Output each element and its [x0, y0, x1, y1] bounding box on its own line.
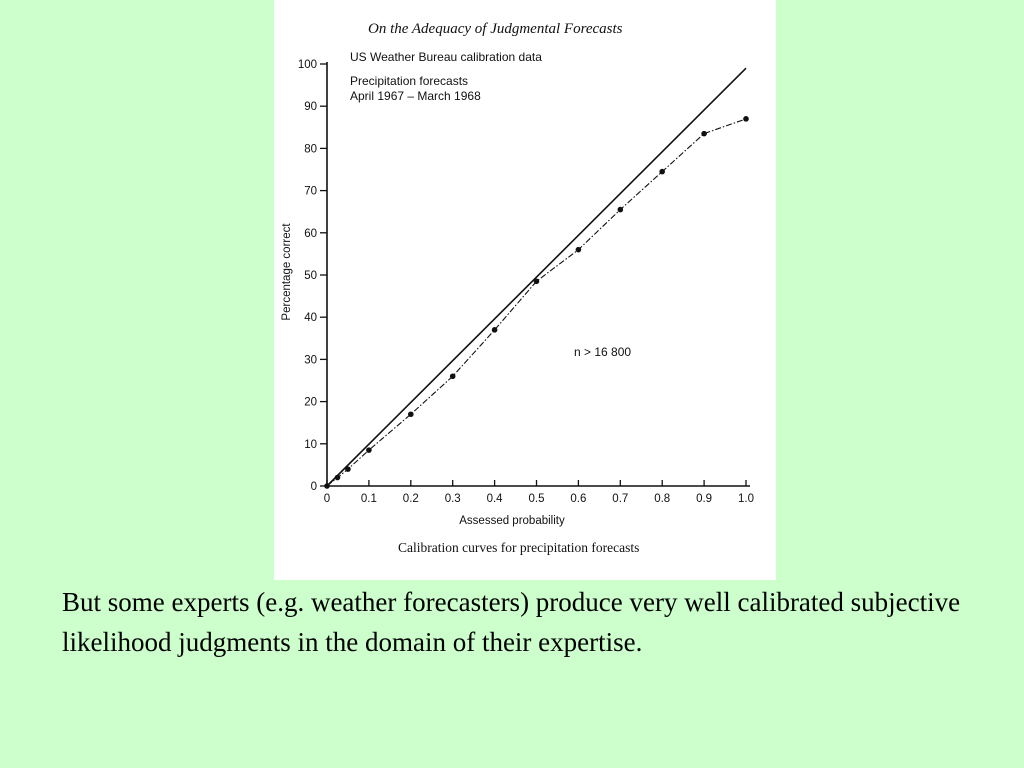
x-tick-label: 0.7 [612, 493, 629, 505]
x-tick-label: 0.3 [444, 493, 461, 505]
data-point [492, 327, 498, 333]
data-point [324, 483, 330, 489]
series-layer [324, 68, 749, 489]
perfect-calibration-line [327, 68, 746, 486]
calibration-chart [274, 0, 776, 580]
y-tick-label: 10 [304, 438, 317, 451]
observed-calibration-line [327, 119, 746, 486]
y-axis-label: Percentage correct [281, 223, 293, 321]
x-tick-label: 0.2 [402, 493, 419, 505]
data-point [534, 279, 540, 285]
y-tick-label: 60 [304, 227, 317, 240]
y-ticks [298, 59, 327, 493]
chart-caption: Calibration curves for precipitation forecasts [398, 540, 640, 555]
x-tick-label: 0.4 [486, 493, 503, 505]
x-tick-label: 0 [323, 493, 331, 505]
x-tick-label: 1.0 [738, 493, 754, 505]
data-point [335, 475, 341, 481]
data-point [659, 169, 665, 175]
data-point [701, 131, 707, 137]
x-tick-label: 0.6 [570, 493, 587, 505]
sample-size-annotation: n > 16 800 [574, 345, 632, 359]
data-point [450, 373, 456, 379]
body-text: But some experts (e.g. weather forecasters) produce very well calibrated subjective likelihood judgments in the domain of their expertise. [62, 587, 961, 657]
data-point [345, 466, 351, 472]
x-tick-label: 0.1 [360, 493, 377, 505]
chart-subtitle-1: US Weather Bureau calibration data [350, 50, 542, 64]
data-point [576, 247, 582, 253]
chart-subtitle-2: Precipitation forecasts [350, 74, 469, 88]
chart-title: On the Adequacy of Judgmental Forecasts [368, 21, 623, 37]
y-tick-label: 90 [304, 101, 317, 114]
y-tick-label: 80 [304, 143, 317, 156]
data-point [366, 447, 372, 453]
data-point [743, 116, 749, 122]
data-point [408, 411, 414, 417]
x-ticks [324, 480, 754, 505]
x-tick-label: 0.5 [528, 493, 545, 505]
x-tick-label: 0.8 [654, 493, 671, 505]
x-tick-label: 0.9 [696, 493, 713, 505]
y-tick-label: 50 [304, 270, 317, 282]
y-tick-label: 100 [297, 59, 317, 71]
figure-panel [274, 0, 776, 580]
data-point [618, 207, 624, 213]
y-tick-label: 40 [304, 312, 317, 325]
chart-subtitle-3: April 1967 – March 1968 [350, 89, 481, 103]
y-tick-label: 30 [304, 354, 317, 367]
x-axis-label: Assessed probability [459, 515, 565, 527]
y-tick-label: 20 [304, 396, 317, 409]
y-tick-label: 0 [310, 481, 317, 493]
y-tick-label: 70 [304, 185, 317, 198]
